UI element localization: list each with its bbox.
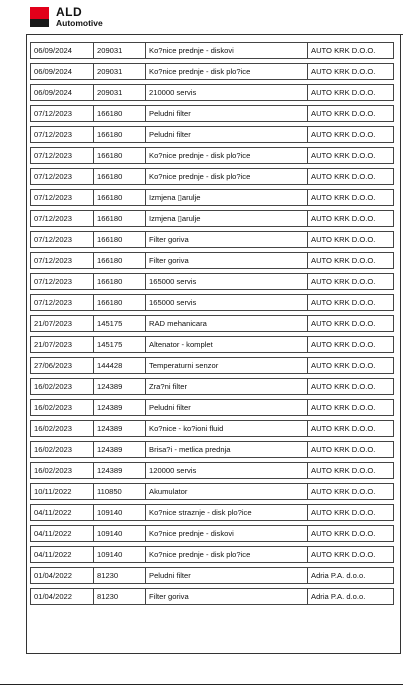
service-description-cell: 165000 servis — [146, 273, 308, 290]
mileage-cell: 144428 — [94, 357, 146, 374]
logo-red-block — [30, 7, 49, 19]
ald-logo-icon — [30, 7, 49, 27]
workshop-cell: AUTO KRK D.O.O. — [308, 126, 394, 143]
workshop-cell: AUTO KRK D.O.O. — [308, 378, 394, 395]
workshop-cell: AUTO KRK D.O.O. — [308, 231, 394, 248]
table-row — [30, 231, 394, 248]
table-row — [30, 399, 394, 416]
workshop-cell: AUTO KRK D.O.O. — [308, 462, 394, 479]
table-row — [30, 420, 394, 437]
service-description-cell: Akumulator — [146, 483, 308, 500]
mileage-cell: 109140 — [94, 525, 146, 542]
service-description-cell: Izmjena ▯arulje — [146, 210, 308, 227]
workshop-cell: AUTO KRK D.O.O. — [308, 147, 394, 164]
mileage-cell: 166180 — [94, 231, 146, 248]
workshop-cell: AUTO KRK D.O.O. — [308, 42, 394, 59]
mileage-cell: 81230 — [94, 588, 146, 605]
mileage-cell: 166180 — [94, 294, 146, 311]
mileage-cell: 166180 — [94, 252, 146, 269]
service-history-table — [30, 38, 394, 609]
table-row — [30, 378, 394, 395]
workshop-cell: AUTO KRK D.O.O. — [308, 210, 394, 227]
mileage-cell: 166180 — [94, 189, 146, 206]
date-cell: 04/11/2022 — [30, 546, 94, 563]
table-row — [30, 294, 394, 311]
service-description-cell: Ko?nice prednje - disk plo?ice — [146, 546, 308, 563]
service-description-cell: Zra?ni filter — [146, 378, 308, 395]
service-description-cell: Ko?nice prednje - diskovi — [146, 42, 308, 59]
date-cell: 07/12/2023 — [30, 105, 94, 122]
date-cell: 07/12/2023 — [30, 210, 94, 227]
table-row — [30, 483, 394, 500]
mileage-cell: 124389 — [94, 441, 146, 458]
mileage-cell: 166180 — [94, 168, 146, 185]
date-cell: 06/09/2024 — [30, 84, 94, 101]
date-cell: 01/04/2022 — [30, 588, 94, 605]
mileage-cell: 81230 — [94, 567, 146, 584]
date-cell: 16/02/2023 — [30, 378, 94, 395]
service-description-cell: Ko?nice prednje - disk plo?ice — [146, 63, 308, 80]
table-row — [30, 147, 394, 164]
workshop-cell: AUTO KRK D.O.O. — [308, 273, 394, 290]
table-row — [30, 63, 394, 80]
workshop-cell: AUTO KRK D.O.O. — [308, 399, 394, 416]
workshop-cell: AUTO KRK D.O.O. — [308, 252, 394, 269]
bottom-divider — [0, 684, 403, 685]
date-cell: 06/09/2024 — [30, 42, 94, 59]
workshop-cell: AUTO KRK D.O.O. — [308, 546, 394, 563]
date-cell: 21/07/2023 — [30, 336, 94, 353]
mileage-cell: 166180 — [94, 273, 146, 290]
table-row — [30, 315, 394, 332]
date-cell: 10/11/2022 — [30, 483, 94, 500]
mileage-cell: 166180 — [94, 126, 146, 143]
workshop-cell: AUTO KRK D.O.O. — [308, 63, 394, 80]
workshop-cell: AUTO KRK D.O.O. — [308, 357, 394, 374]
logo-dark-block — [30, 19, 49, 27]
table-row — [30, 210, 394, 227]
service-description-cell: Filter goriva — [146, 252, 308, 269]
service-description-cell: Ko?nice - ko?ioni fluid — [146, 420, 308, 437]
date-cell: 07/12/2023 — [30, 294, 94, 311]
workshop-cell: AUTO KRK D.O.O. — [308, 189, 394, 206]
service-description-cell: 165000 servis — [146, 294, 308, 311]
service-description-cell: Brisa?i - metlica prednja — [146, 441, 308, 458]
workshop-cell: AUTO KRK D.O.O. — [308, 84, 394, 101]
mileage-cell: 166180 — [94, 105, 146, 122]
date-cell: 07/12/2023 — [30, 273, 94, 290]
logo-text — [56, 6, 103, 28]
workshop-cell: AUTO KRK D.O.O. — [308, 525, 394, 542]
mileage-cell: 124389 — [94, 399, 146, 416]
service-description-cell: Peludni filter — [146, 567, 308, 584]
service-description-cell: Ko?nice prednje - disk plo?ice — [146, 168, 308, 185]
service-description-cell: 120000 servis — [146, 462, 308, 479]
service-description-cell: Ko?nice prednje - diskovi — [146, 525, 308, 542]
date-cell: 07/12/2023 — [30, 147, 94, 164]
service-description-cell: Peludni filter — [146, 126, 308, 143]
mileage-cell: 109140 — [94, 546, 146, 563]
service-description-cell: Ko?nice prednje - disk plo?ice — [146, 147, 308, 164]
logo-subtitle: Automotive — [56, 18, 103, 28]
mileage-cell: 145175 — [94, 336, 146, 353]
mileage-cell: 166180 — [94, 147, 146, 164]
workshop-cell: AUTO KRK D.O.O. — [308, 105, 394, 122]
mileage-cell: 209031 — [94, 84, 146, 101]
date-cell: 21/07/2023 — [30, 315, 94, 332]
table-row — [30, 273, 394, 290]
table-row — [30, 42, 394, 59]
date-cell: 07/12/2023 — [30, 231, 94, 248]
date-cell: 07/12/2023 — [30, 189, 94, 206]
workshop-cell: AUTO KRK D.O.O. — [308, 441, 394, 458]
date-cell: 16/02/2023 — [30, 462, 94, 479]
workshop-cell: AUTO KRK D.O.O. — [308, 504, 394, 521]
workshop-cell: AUTO KRK D.O.O. — [308, 168, 394, 185]
workshop-cell: AUTO KRK D.O.O. — [308, 483, 394, 500]
service-description-cell: RAD mehanicara — [146, 315, 308, 332]
workshop-cell: AUTO KRK D.O.O. — [308, 420, 394, 437]
table-row — [30, 84, 394, 101]
mileage-cell: 110850 — [94, 483, 146, 500]
table-row — [30, 441, 394, 458]
table-row — [30, 462, 394, 479]
date-cell: 27/06/2023 — [30, 357, 94, 374]
date-cell: 07/12/2023 — [30, 252, 94, 269]
table-row — [30, 126, 394, 143]
mileage-cell: 109140 — [94, 504, 146, 521]
table-row — [30, 588, 394, 605]
service-description-cell: Ko?nice straznje - disk plo?ice — [146, 504, 308, 521]
table-row — [30, 189, 394, 206]
service-description-cell: Izmjena ▯arulje — [146, 189, 308, 206]
service-description-cell: Filter goriva — [146, 231, 308, 248]
date-cell: 16/02/2023 — [30, 399, 94, 416]
service-description-cell: Temperaturni senzor — [146, 357, 308, 374]
workshop-cell: AUTO KRK D.O.O. — [308, 336, 394, 353]
service-history-rows — [30, 42, 394, 605]
date-cell: 07/12/2023 — [30, 168, 94, 185]
mileage-cell: 145175 — [94, 315, 146, 332]
table-row — [30, 168, 394, 185]
table-row — [30, 525, 394, 542]
date-cell: 04/11/2022 — [30, 525, 94, 542]
service-description-cell: Peludni filter — [146, 105, 308, 122]
mileage-cell: 124389 — [94, 462, 146, 479]
workshop-cell: Adria P.A. d.o.o. — [308, 588, 394, 605]
date-cell: 07/12/2023 — [30, 126, 94, 143]
table-row — [30, 504, 394, 521]
table-row — [30, 357, 394, 374]
workshop-cell: AUTO KRK D.O.O. — [308, 294, 394, 311]
service-description-cell: Peludni filter — [146, 399, 308, 416]
mileage-cell: 124389 — [94, 420, 146, 437]
date-cell: 06/09/2024 — [30, 63, 94, 80]
date-cell: 16/02/2023 — [30, 441, 94, 458]
table-row — [30, 567, 394, 584]
mileage-cell: 166180 — [94, 210, 146, 227]
mileage-cell: 124389 — [94, 378, 146, 395]
date-cell: 01/04/2022 — [30, 567, 94, 584]
service-description-cell: Filter goriva — [146, 588, 308, 605]
table-row — [30, 105, 394, 122]
logo-name: ALD — [56, 5, 83, 19]
date-cell: 04/11/2022 — [30, 504, 94, 521]
table-row — [30, 252, 394, 269]
workshop-cell: AUTO KRK D.O.O. — [308, 315, 394, 332]
mileage-cell: 209031 — [94, 42, 146, 59]
date-cell: 16/02/2023 — [30, 420, 94, 437]
table-row — [30, 336, 394, 353]
workshop-cell: Adria P.A. d.o.o. — [308, 567, 394, 584]
page-header — [30, 4, 390, 30]
mileage-cell: 209031 — [94, 63, 146, 80]
service-description-cell: 210000 servis — [146, 84, 308, 101]
service-description-cell: Altenator - komplet — [146, 336, 308, 353]
table-row — [30, 546, 394, 563]
